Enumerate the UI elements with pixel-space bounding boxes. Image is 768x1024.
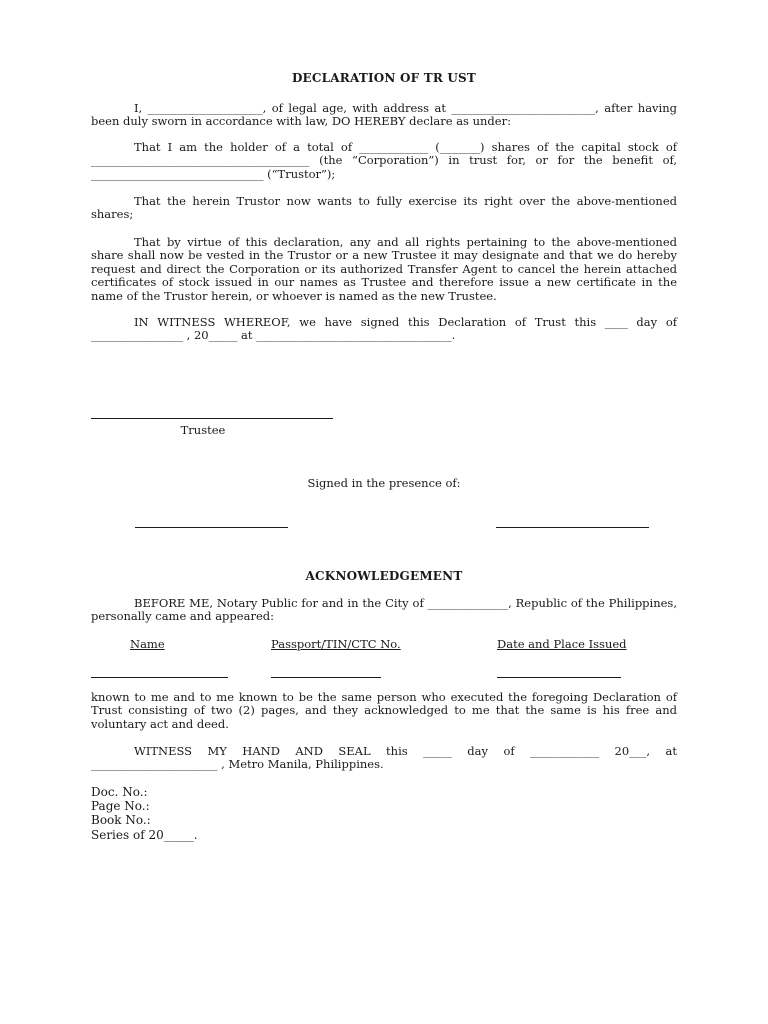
appearer-name-line	[91, 677, 228, 678]
document-title: DECLARATION OF TR UST	[291, 71, 477, 85]
paragraph-vesting-text: That by virtue of this declaration, any and all rights pertaining to the above-mentioned share shall now be vested in the Trustor or a new Trustee it may designate and that we do hereby request and direct the Corporation or its authorized Transfer Agent to cancel the herein attached certificates of stock issued in our names as Trustee and therefore issue a new certificate in the name of the Trustor herein, or whoever is named as the new Trustee.	[91, 235, 677, 303]
paragraph-shares-text: That I am the holder of a total of ____________ (_______) shares of the capital stock of ______________________________________ (the “Corporation”) in trust for, or for the benefit of, ______________________________ (“Trustor”);	[91, 140, 677, 181]
ack-paragraph-known-text: known to me and to me known to be the same person who executed the foregoing Declaration of Trust consisting of two (2) pages, and they acknowledged to me that the same is his free and voluntary act and deed.	[91, 690, 677, 731]
ack-paragraph-before-me-text: BEFORE ME, Notary Public for and in the City of ______________, Republic of the Philippines, personally came and appeared:	[91, 596, 677, 624]
paragraph-trustor-right-text: That the herein Trustor now wants to fully exercise its right over the above-mentioned shares;	[91, 194, 677, 222]
ack-paragraph-witness-hand-text: WITNESS MY HAND AND SEAL this _____ day of ____________ 20___, at ______________________ , Metro Manila, Philippines.	[91, 744, 677, 772]
paragraph-declarant-text: I, ____________________, of legal age, with address at _________________________, after having been duly sworn in accordance with law, DO HEREBY declare as under:	[91, 101, 677, 129]
paragraph-trustor-right	[91, 195, 677, 222]
appearer-date-place-line	[497, 677, 621, 678]
trustee-label: Trustee	[180, 423, 226, 437]
ack-paragraph-known	[91, 691, 677, 731]
paragraph-witness-whereof	[91, 316, 677, 343]
book-no: Book No.:	[91, 813, 151, 828]
doc-no: Doc. No.:	[91, 785, 148, 799]
paragraph-declarant	[91, 102, 677, 129]
paragraph-vesting	[91, 236, 677, 303]
notary-register	[91, 785, 198, 842]
paragraph-shares	[91, 141, 677, 181]
page-no: Page No.:	[91, 799, 150, 814]
witness-1-signature-line	[135, 527, 288, 528]
column-header-date-place: Date and Place Issued	[497, 637, 627, 651]
signed-presence-label: Signed in the presence of:	[307, 476, 461, 490]
trustee-signature-line	[91, 418, 333, 419]
column-header-passport: Passport/TIN/CTC No.	[271, 637, 401, 651]
ack-paragraph-witness-hand	[91, 745, 677, 772]
paragraph-witness-whereof-text: IN WITNESS WHEREOF, we have signed this Declaration of Trust this ____ day of ________________ , 20_____ at __________________________________.	[91, 315, 677, 343]
acknowledgement-title: ACKNOWLEDGEMENT	[305, 569, 463, 583]
series-of: Series of 20_____.	[91, 827, 198, 842]
witness-2-signature-line	[496, 527, 649, 528]
appearer-passport-line	[271, 677, 381, 678]
ack-paragraph-before-me	[91, 597, 677, 624]
column-header-name: Name	[130, 637, 165, 651]
